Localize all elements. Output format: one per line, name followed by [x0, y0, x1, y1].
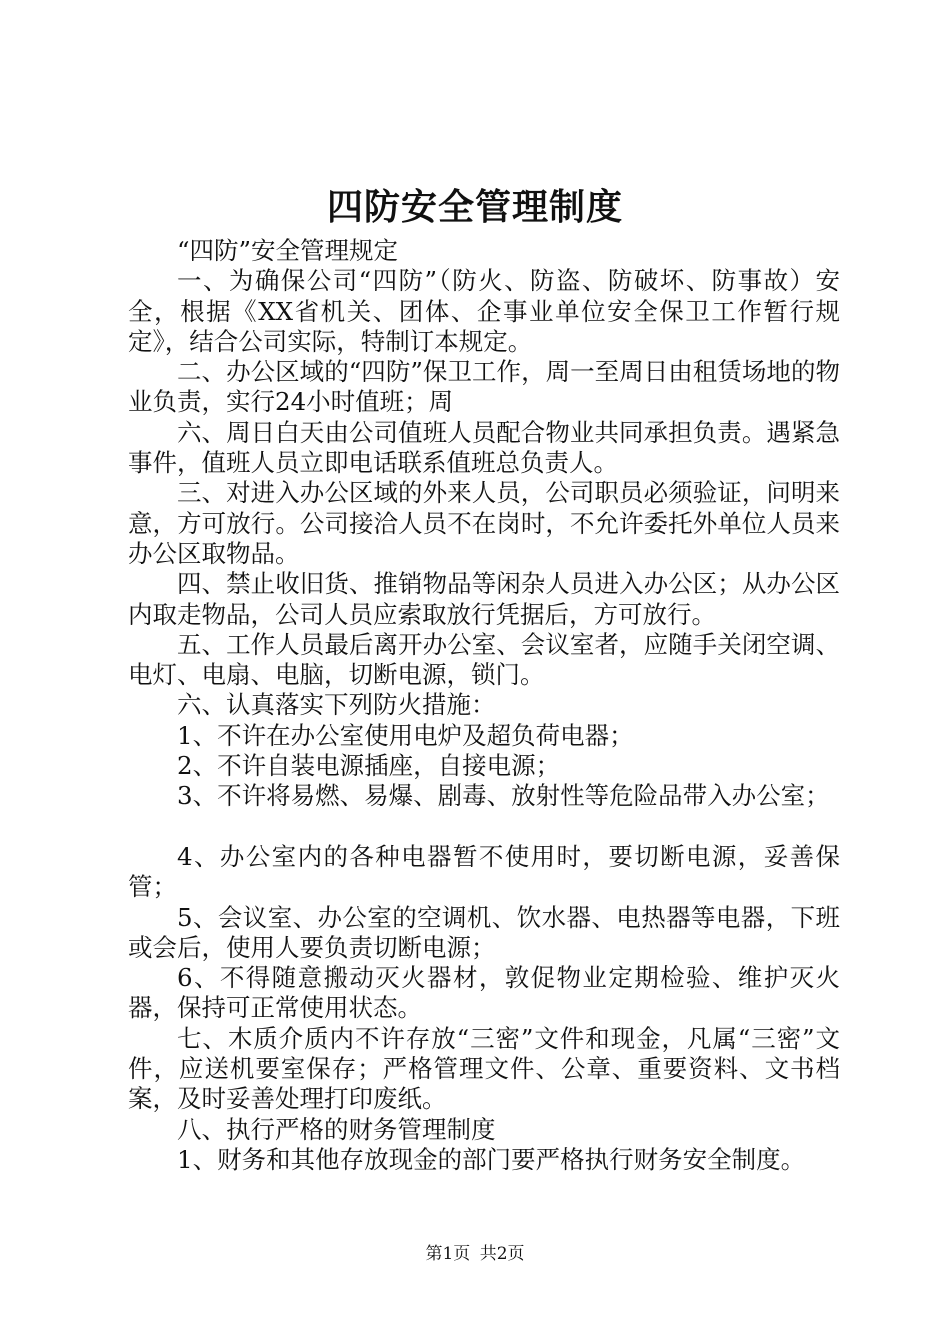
list-item-7: 1、财务和其他存放现金的部门要严格执行财务安全制度。: [177, 1144, 806, 1174]
list-item-5: 5、会议室、办公室的空调机、饮水器、电热器等电器，下班或会后，使用人要负责切断电源；: [128, 902, 840, 962]
paragraph-1: 一、为确保公司“四防”（防火、防盗、防破坏、防事故）安全，根据《XX省机关、团体、企事业单位安全保卫工作暂行规定》，结合公司实际，特制订本规定。: [128, 266, 840, 356]
paragraph-7: 六、认真落实下列防火措施：: [177, 690, 496, 720]
paragraph-3: 六、周日白天由公司值班人员配合物业共同承担负责。遇紧急事件，值班人员立即电话联系值班总负责人。: [128, 417, 840, 478]
list-item-3: 3、不许将易燃、易爆、剧毒、放射性等危险品带入办公室；: [177, 781, 830, 811]
paragraph-9: 八、执行严格的财务管理制度: [177, 1114, 496, 1144]
list-item-4: 4、办公室内的各种电器暂不使用时，要切断电源，妥善保管；: [128, 841, 840, 902]
section-heading: “四防”安全管理规定: [177, 236, 399, 265]
page-footer: [0, 1242, 950, 1266]
list-item-2: 2、不许自装电源插座，自接电源；: [177, 751, 561, 781]
paragraph-4: 三、对进入办公区域的外来人员，公司职员必须验证，问明来意，方可放行。公司接洽人员不在岗时，不允许委托外单位人员来办公区取物品。: [128, 478, 840, 568]
page-number: 第1页: [425, 1244, 471, 1264]
paragraph-2: 二、办公区域的“四防”保卫工作，周一至周日由租赁场地的物业负责，实行24小时值班；周: [128, 357, 840, 417]
paragraph-6: 五、工作人员最后离开办公室、会议室者，应随手关闭空调、电灯、电扇、电脑，切断电源，锁门。: [128, 629, 840, 690]
list-item-6: 6、不得随意搬动灭火器材，敦促物业定期检验、维护灭火器，保持可正常使用状态。: [128, 963, 840, 1023]
list-item-1: 1、不许在办公室使用电炉及超负荷电器；: [177, 720, 634, 750]
document-body: [128, 236, 840, 1175]
page-title: 四防安全管理制度: [326, 186, 623, 228]
page-total: 共2页: [479, 1244, 525, 1264]
paragraph-8: 七、木质介质内不许存放“三密”文件和现金，凡属“三密”文件，应送机要室保存；严格管理文件、公章、重要资料、文书档案，及时妥善处理打印废纸。: [128, 1023, 840, 1114]
blank-line: [128, 812, 840, 842]
paragraph-5: 四、禁止收旧货、推销物品等闲杂人员进入办公区；从办公区内取走物品，公司人员应索取放行凭据后，方可放行。: [128, 569, 840, 629]
